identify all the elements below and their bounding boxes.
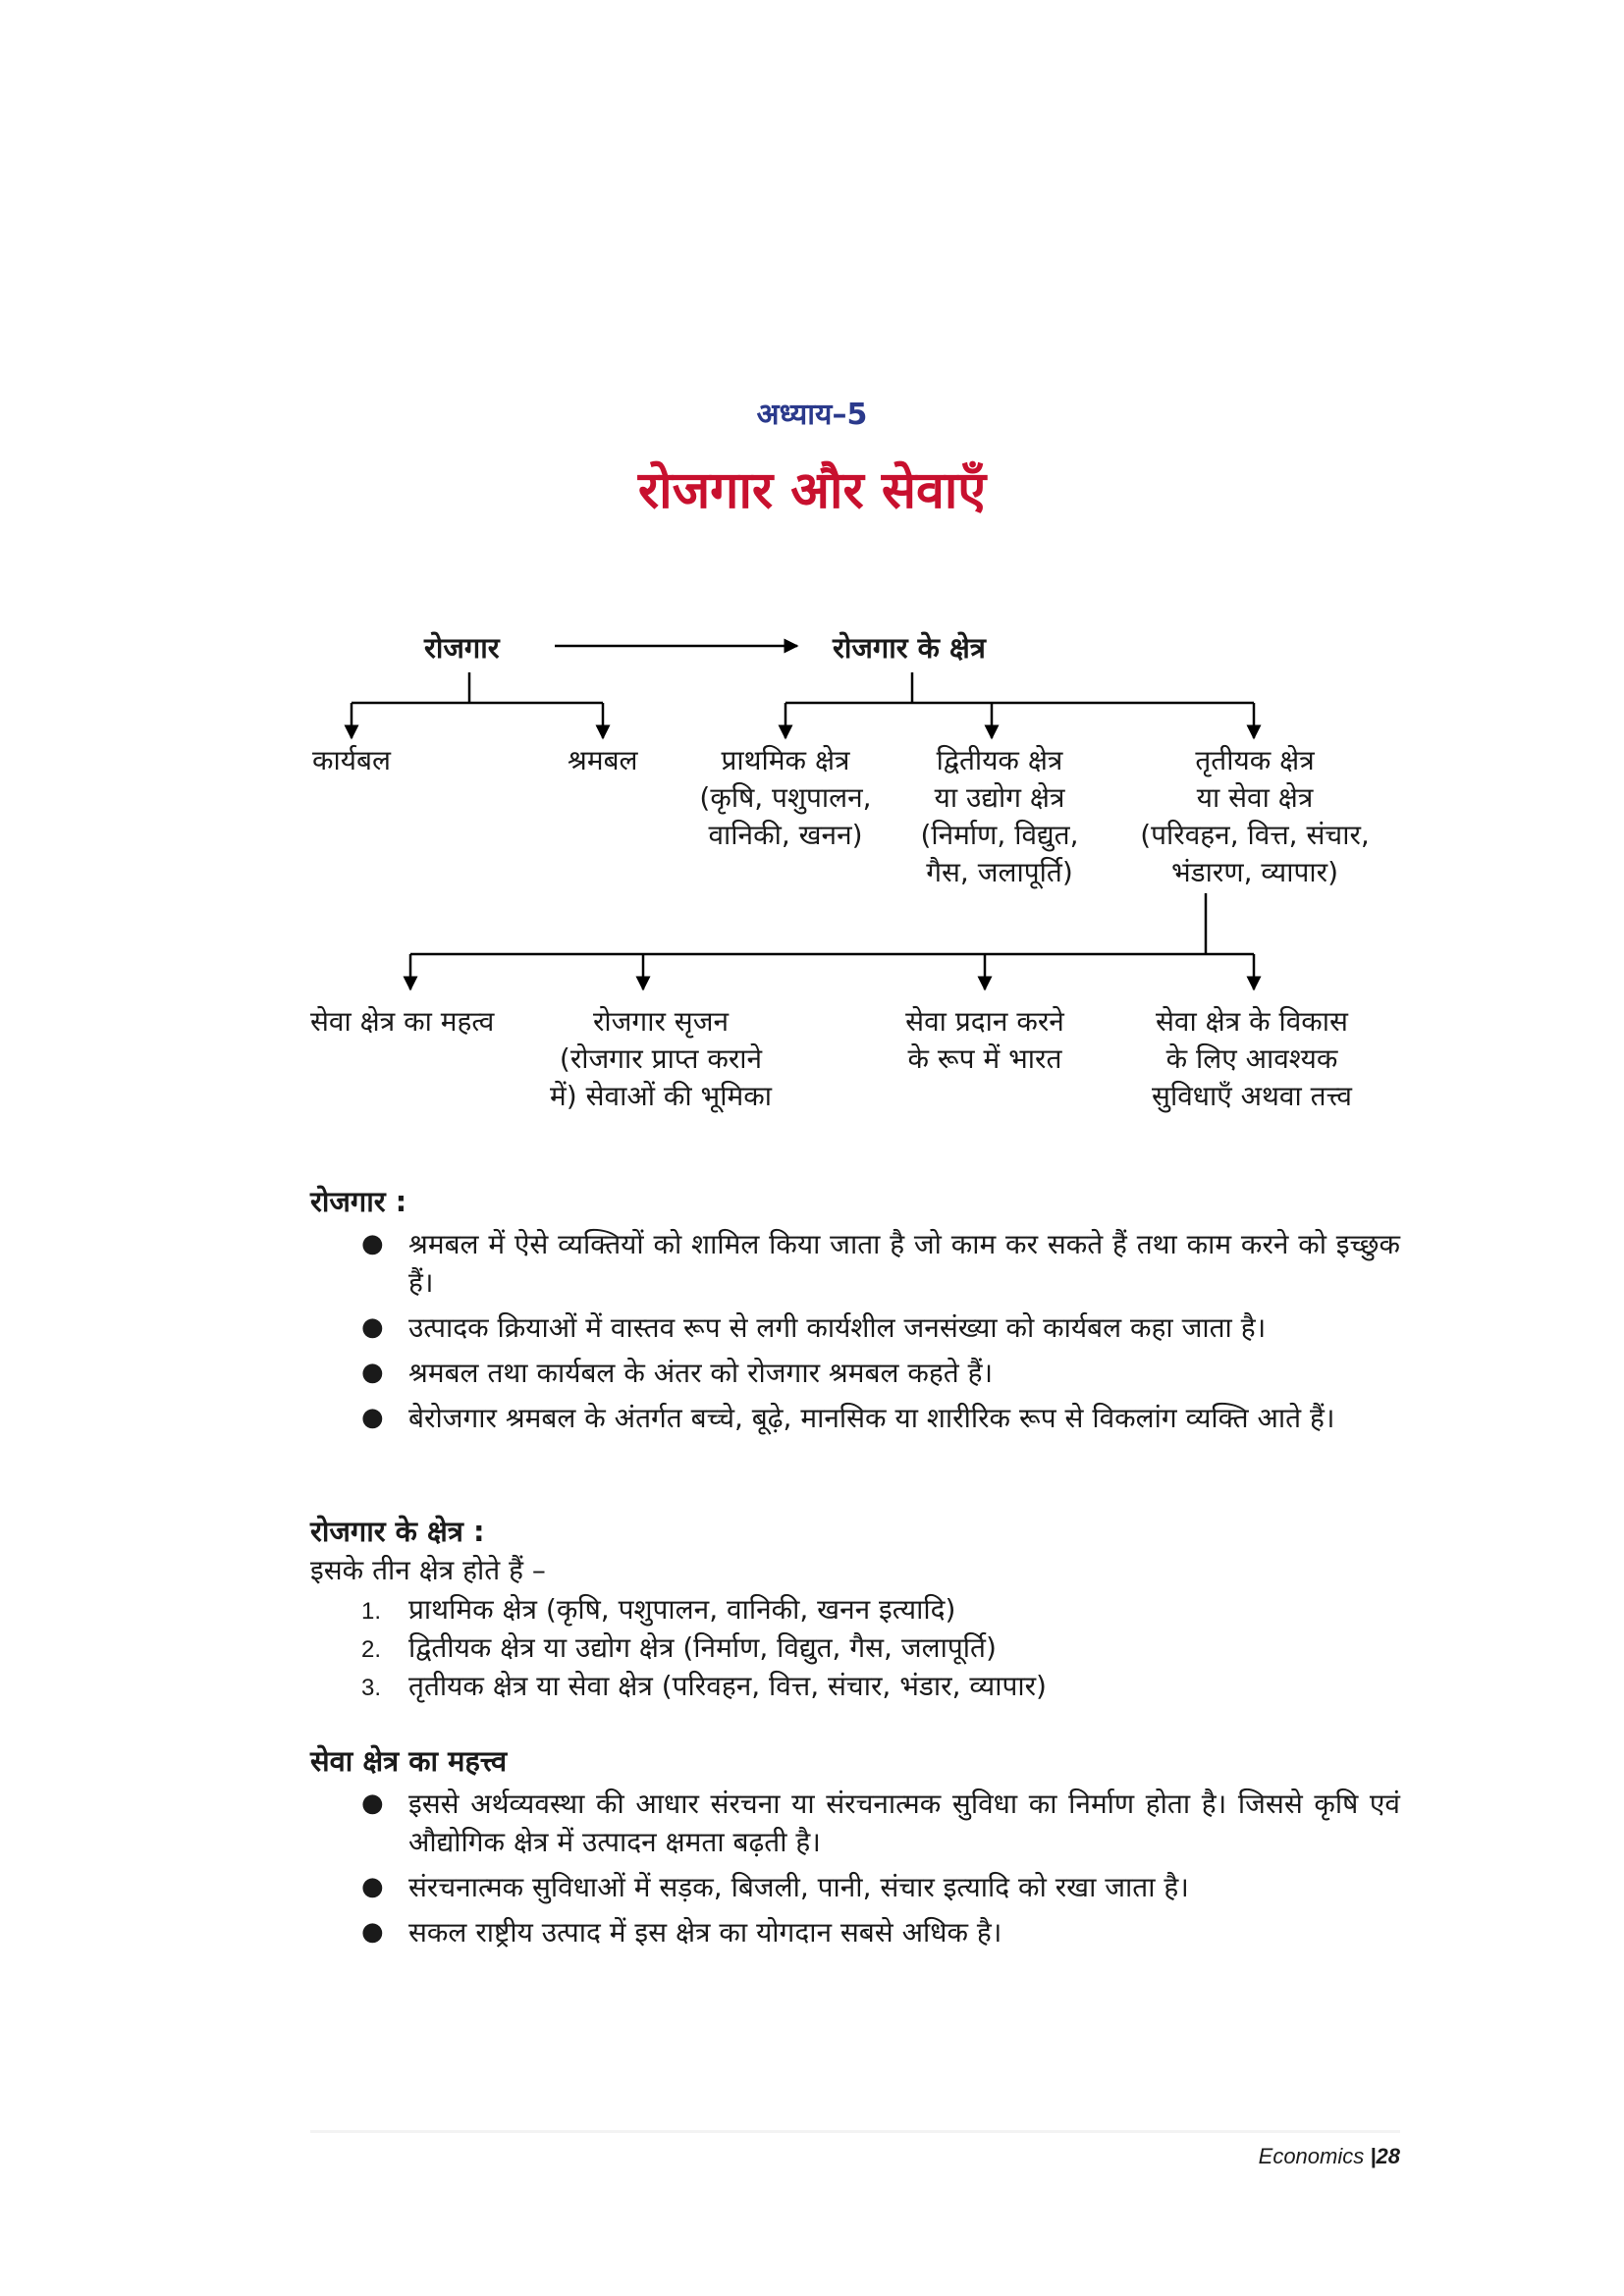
node-service-importance: सेवा क्षेत्र का महत्व bbox=[310, 1005, 495, 1038]
importance-bullets bbox=[310, 1785, 1400, 1958]
page-footer bbox=[1259, 2144, 1400, 2169]
employment-bullets bbox=[310, 1225, 1400, 1444]
list-item: ● इससे अर्थव्यवस्था की आधार संरचना या संरचनात्मक सुविधा का निर्माण होता है। जिससे कृषि एवं औद्योगिक क्षेत्र में उत्पादन क्षमता बढ़ती है। bbox=[310, 1785, 1400, 1861]
node-primary-sector: प्राथमिक क्षेत्र (कृषि, पशुपालन, वानिकी, खनन) bbox=[699, 744, 872, 851]
node-tertiary-sector: तृतीयक क्षेत्र या सेवा क्षेत्र (परिवहन, वित्त, संचार, भंडारण, व्यापार) bbox=[1140, 744, 1370, 888]
list-item: 1. प्राथमिक क्षेत्र (कृषि, पशुपालन, वानिकी, खनन इत्यादि) bbox=[361, 1593, 956, 1626]
node-secondary-sector: द्वितीयक क्षेत्र या उद्योग क्षेत्र (निर्माण, विद्युत, गैस, जलापूर्ति) bbox=[920, 744, 1079, 888]
footer-divider bbox=[310, 2130, 1400, 2133]
concept-diagram bbox=[0, 0, 1624, 1129]
footer-subject: Economics bbox=[1258, 2144, 1365, 2168]
list-item: ● सकल राष्ट्रीय उत्पाद में इस क्षेत्र का योगदान सबसे अधिक है। bbox=[310, 1913, 1400, 1951]
list-item: ● बेरोजगार श्रमबल के अंतर्गत बच्चे, बूढ़े, मानसिक या शारीरिक रूप से विकलांग व्यक्ति आते हैं। bbox=[310, 1399, 1400, 1437]
list-item: 2. द्वितीयक क्षेत्र या उद्योग क्षेत्र (निर्माण, विद्युत, गैस, जलापूर्ति) bbox=[361, 1631, 997, 1664]
bullet-icon: ● bbox=[361, 1789, 384, 1818]
list-item: ● श्रमबल तथा कार्यबल के अंतर को रोजगार श्रमबल कहते हैं। bbox=[310, 1354, 1400, 1392]
page-number: 28 bbox=[1376, 2144, 1400, 2168]
node-employment: रोजगार bbox=[424, 631, 500, 665]
node-workforce: कार्यबल bbox=[312, 744, 391, 776]
chapter-label: अध्याय–5 bbox=[756, 398, 868, 432]
bullet-icon: ● bbox=[361, 1403, 384, 1432]
sectors-list bbox=[310, 1590, 1047, 1705]
node-india-as-provider: सेवा प्रदान करने के रूप में भारत bbox=[905, 1005, 1064, 1075]
section-heading-sectors: रोजगार के क्षेत्र : bbox=[310, 1515, 485, 1548]
diagram-connectors bbox=[0, 0, 1624, 1129]
list-item: ● संरचनात्मक सुविधाओं में सड़क, बिजली, पानी, संचार इत्यादि को रखा जाता है। bbox=[310, 1868, 1400, 1906]
bullet-icon: ● bbox=[361, 1917, 384, 1947]
section-heading-importance: सेवा क्षेत्र का महत्त्व bbox=[310, 1744, 508, 1778]
sectors-intro: इसके तीन क्षेत्र होते हैं – bbox=[310, 1554, 546, 1586]
bullet-icon: ● bbox=[361, 1872, 384, 1901]
bullet-icon: ● bbox=[361, 1312, 384, 1342]
node-development-factors: सेवा क्षेत्र के विकास के लिए आवश्यक सुविधाएँ अथवा तत्त्व bbox=[1152, 1005, 1352, 1112]
bullet-icon: ● bbox=[361, 1358, 384, 1387]
list-item: ● उत्पादक क्रियाओं में वास्तव रूप से लगी कार्यशील जनसंख्या को कार्यबल कहा जाता है। bbox=[310, 1308, 1400, 1347]
section-heading-employment: रोजगार : bbox=[310, 1185, 407, 1218]
list-item: ● श्रमबल में ऐसे व्यक्तियों को शामिल किया जाता है जो काम कर सकते हैं तथा काम करने को इच्छुक हैं। bbox=[310, 1225, 1400, 1302]
chapter-title: रोजगार और सेवाएँ bbox=[637, 461, 987, 520]
node-labour-force: श्रमबल bbox=[568, 744, 638, 776]
node-employment-sectors: रोजगार के क्षेत्र bbox=[833, 631, 986, 665]
bullet-icon: ● bbox=[361, 1229, 384, 1258]
list-item: 3. तृतीयक क्षेत्र या सेवा क्षेत्र (परिवहन, वित्त, संचार, भंडार, व्यापार) bbox=[361, 1670, 1047, 1702]
node-employment-generation: रोजगार सृजन (रोजगार प्राप्त कराने में) सेवाओं की भूमिका bbox=[550, 1005, 772, 1112]
footer-separator: | bbox=[1364, 2144, 1377, 2168]
